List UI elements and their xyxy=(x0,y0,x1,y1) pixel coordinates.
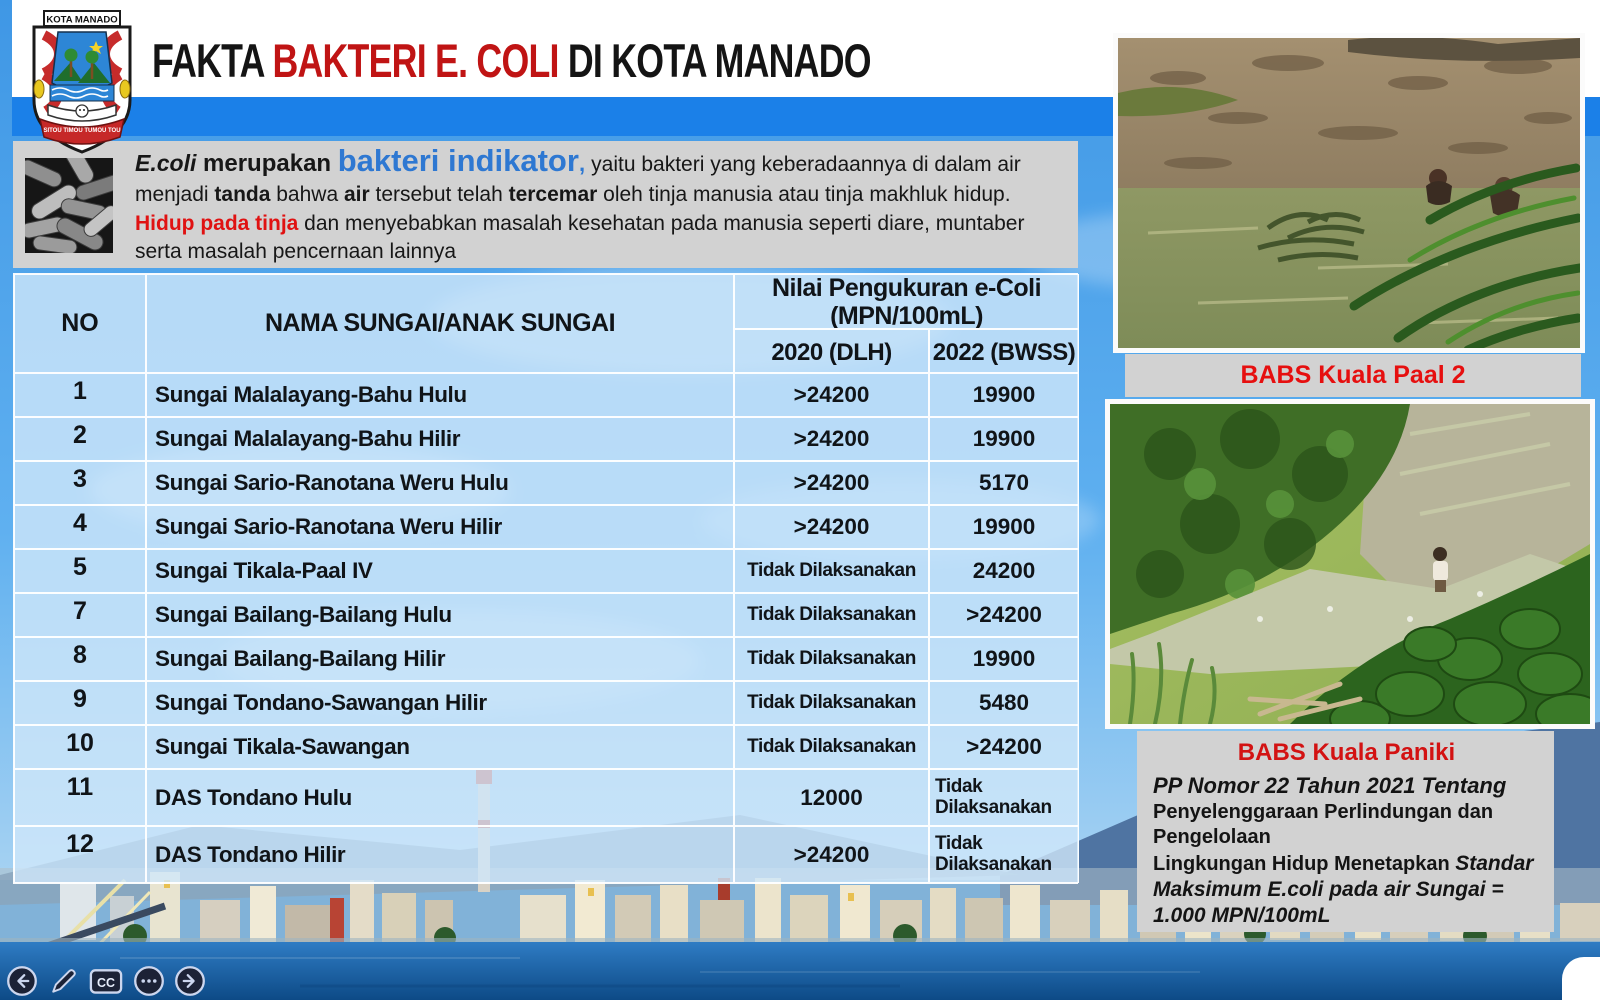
presentation-toolbar xyxy=(6,964,206,998)
more-options-button[interactable] xyxy=(133,965,165,997)
cell-no: 4 xyxy=(14,505,146,549)
ellipsis-icon xyxy=(133,965,165,997)
intro-hidup-tinja: Hidup pada tinja xyxy=(135,211,299,235)
cell-2020-value: Tidak Dilaksanakan xyxy=(734,681,929,725)
column-header-river-name: NAMA SUNGAI/ANAK SUNGAI xyxy=(146,274,734,373)
ecoli-measurement-table xyxy=(13,273,1078,884)
cell-no: 1 xyxy=(14,373,146,417)
ecoli-micrograph-image xyxy=(25,158,113,253)
coat-of-arms-graphic xyxy=(24,5,140,155)
intro-body-2: bahwa xyxy=(270,182,344,206)
cell-no: 8 xyxy=(14,637,146,681)
cell-2020-value: Tidak Dilaksanakan xyxy=(734,593,929,637)
caption-babs-kuala-paniki: BABS Kuala Paniki xyxy=(1237,739,1456,766)
regulation-text xyxy=(1153,772,1540,930)
column-header-2022: 2022 (BWSS) xyxy=(929,329,1079,373)
closed-captions-icon xyxy=(88,965,124,997)
cell-river-name: Sungai Tikala-Sawangan xyxy=(146,725,734,769)
cell-no: 7 xyxy=(14,593,146,637)
title-prefix: FAKTA xyxy=(152,34,273,87)
column-header-2020: 2020 (DLH) xyxy=(734,329,929,373)
photo-babs-kuala-paniki xyxy=(1105,399,1595,729)
cell-no: 2 xyxy=(14,417,146,461)
corner-overlay-chip xyxy=(1562,957,1600,1000)
cell-2022-value: 5480 xyxy=(929,681,1079,725)
regulation-body-1: Penyelenggaraan Perlindungan dan Pengelolaan xyxy=(1153,801,1494,849)
previous-slide-button[interactable] xyxy=(6,965,38,997)
logo-motto: SITOU TIMOU TUMOU TOU xyxy=(43,128,121,134)
intro-indicator-comma: , xyxy=(578,151,592,176)
cell-2022-value: Tidak Dilaksanakan xyxy=(929,769,1079,826)
intro-tercemar: tercemar xyxy=(508,182,598,206)
cell-2022-value: 19900 xyxy=(929,505,1079,549)
photo-babs-kuala-paal2 xyxy=(1113,33,1585,353)
cell-2022-value: 19900 xyxy=(929,373,1079,417)
cell-2022-value: 24200 xyxy=(929,549,1079,593)
title-suffix: DI KOTA MANADO xyxy=(558,34,871,87)
cell-river-name: Sungai Sario-Ranotana Weru Hulu xyxy=(146,461,734,505)
regulation-standard: Standar Maksimum E.coli pada air Sungai = 1.000 MPN/100mL xyxy=(1153,851,1534,928)
cell-river-name: Sungai Tikala-Paal IV xyxy=(146,549,734,593)
logo-banner-text: KOTA MANADO xyxy=(46,14,118,26)
kota-manado-logo xyxy=(24,5,140,155)
cell-2022-value: Tidak Dilaksanakan xyxy=(929,826,1079,883)
cell-2020-value: Tidak Dilaksanakan xyxy=(734,549,929,593)
cell-2020-value: >24200 xyxy=(734,461,929,505)
pencil-icon xyxy=(47,965,79,997)
pen-button[interactable] xyxy=(47,965,79,997)
cell-2022-value: 5170 xyxy=(929,461,1079,505)
cell-river-name: Sungai Tondano-Sawangan Hilir xyxy=(146,681,734,725)
cell-2022-value: 19900 xyxy=(929,417,1079,461)
intro-panel xyxy=(13,141,1078,268)
arrow-left-icon xyxy=(6,965,38,997)
cell-river-name: Sungai Sario-Ranotana Weru Hilir xyxy=(146,505,734,549)
intro-air: air xyxy=(343,182,370,206)
caption-babs-kuala-paal2: BABS Kuala Paal 2 xyxy=(1125,354,1581,397)
intro-ecoli: E.coli xyxy=(135,150,197,176)
cell-river-name: DAS Tondano Hulu xyxy=(146,769,734,826)
title-highlight: BAKTERI E. COLI xyxy=(272,34,559,87)
page-title xyxy=(152,33,871,88)
intro-body-5: dan menyebabkan masalah kesehatan pada manusia seperti diare, muntaber serta masalah pencernaan lainnya xyxy=(135,211,1025,264)
column-header-measurement-group: Nilai Pengukuran e-Coli (MPN/100mL) xyxy=(734,274,1079,329)
cell-2020-value: Tidak Dilaksanakan xyxy=(734,637,929,681)
column-header-no: NO xyxy=(14,274,146,373)
intro-body-3: tersebut telah xyxy=(369,182,509,206)
cell-no: 10 xyxy=(14,725,146,769)
intro-merupakan: merupakan xyxy=(196,150,338,177)
svg-text:CC: CC xyxy=(97,975,115,990)
cell-no: 3 xyxy=(14,461,146,505)
cell-no: 11 xyxy=(14,769,146,826)
cell-2022-value: >24200 xyxy=(929,593,1079,637)
cell-2020-value: Tidak Dilaksanakan xyxy=(734,725,929,769)
cell-no: 5 xyxy=(14,549,146,593)
cell-2022-value: >24200 xyxy=(929,725,1079,769)
regulation-pp-line: PP Nomor 22 Tahun 2021 Tentang xyxy=(1153,773,1507,798)
cell-river-name: Sungai Malalayang-Bahu Hilir xyxy=(146,417,734,461)
intro-body-1: yaitu bakteri yang keberadaannya di dalam air menjadi xyxy=(135,153,1021,206)
arrow-right-icon xyxy=(174,965,206,997)
regulation-body-2: Lingkungan Hidup Menetapkan xyxy=(1153,852,1456,875)
intro-body-4: oleh tinja manusia atau tinja makhluk hidup. xyxy=(597,182,1011,206)
intro-tanda: tanda xyxy=(214,182,271,206)
cell-river-name: Sungai Malalayang-Bahu Hulu xyxy=(146,373,734,417)
cell-river-name: DAS Tondano Hilir xyxy=(146,826,734,883)
cell-2020-value: >24200 xyxy=(734,373,929,417)
next-slide-button[interactable] xyxy=(174,965,206,997)
cell-no: 9 xyxy=(14,681,146,725)
intro-paragraph xyxy=(135,145,1069,267)
cell-no: 12 xyxy=(14,826,146,883)
cell-river-name: Sungai Bailang-Bailang Hilir xyxy=(146,637,734,681)
cell-2020-value: 12000 xyxy=(734,769,929,826)
cell-2022-value: 19900 xyxy=(929,637,1079,681)
cell-2020-value: >24200 xyxy=(734,826,929,883)
regulation-panel xyxy=(1137,731,1554,932)
cell-2020-value: >24200 xyxy=(734,505,929,549)
cell-2020-value: >24200 xyxy=(734,417,929,461)
intro-indicator: bakteri indikator xyxy=(337,143,579,178)
cell-river-name: Sungai Bailang-Bailang Hulu xyxy=(146,593,734,637)
closed-captions-button[interactable] xyxy=(88,965,124,997)
